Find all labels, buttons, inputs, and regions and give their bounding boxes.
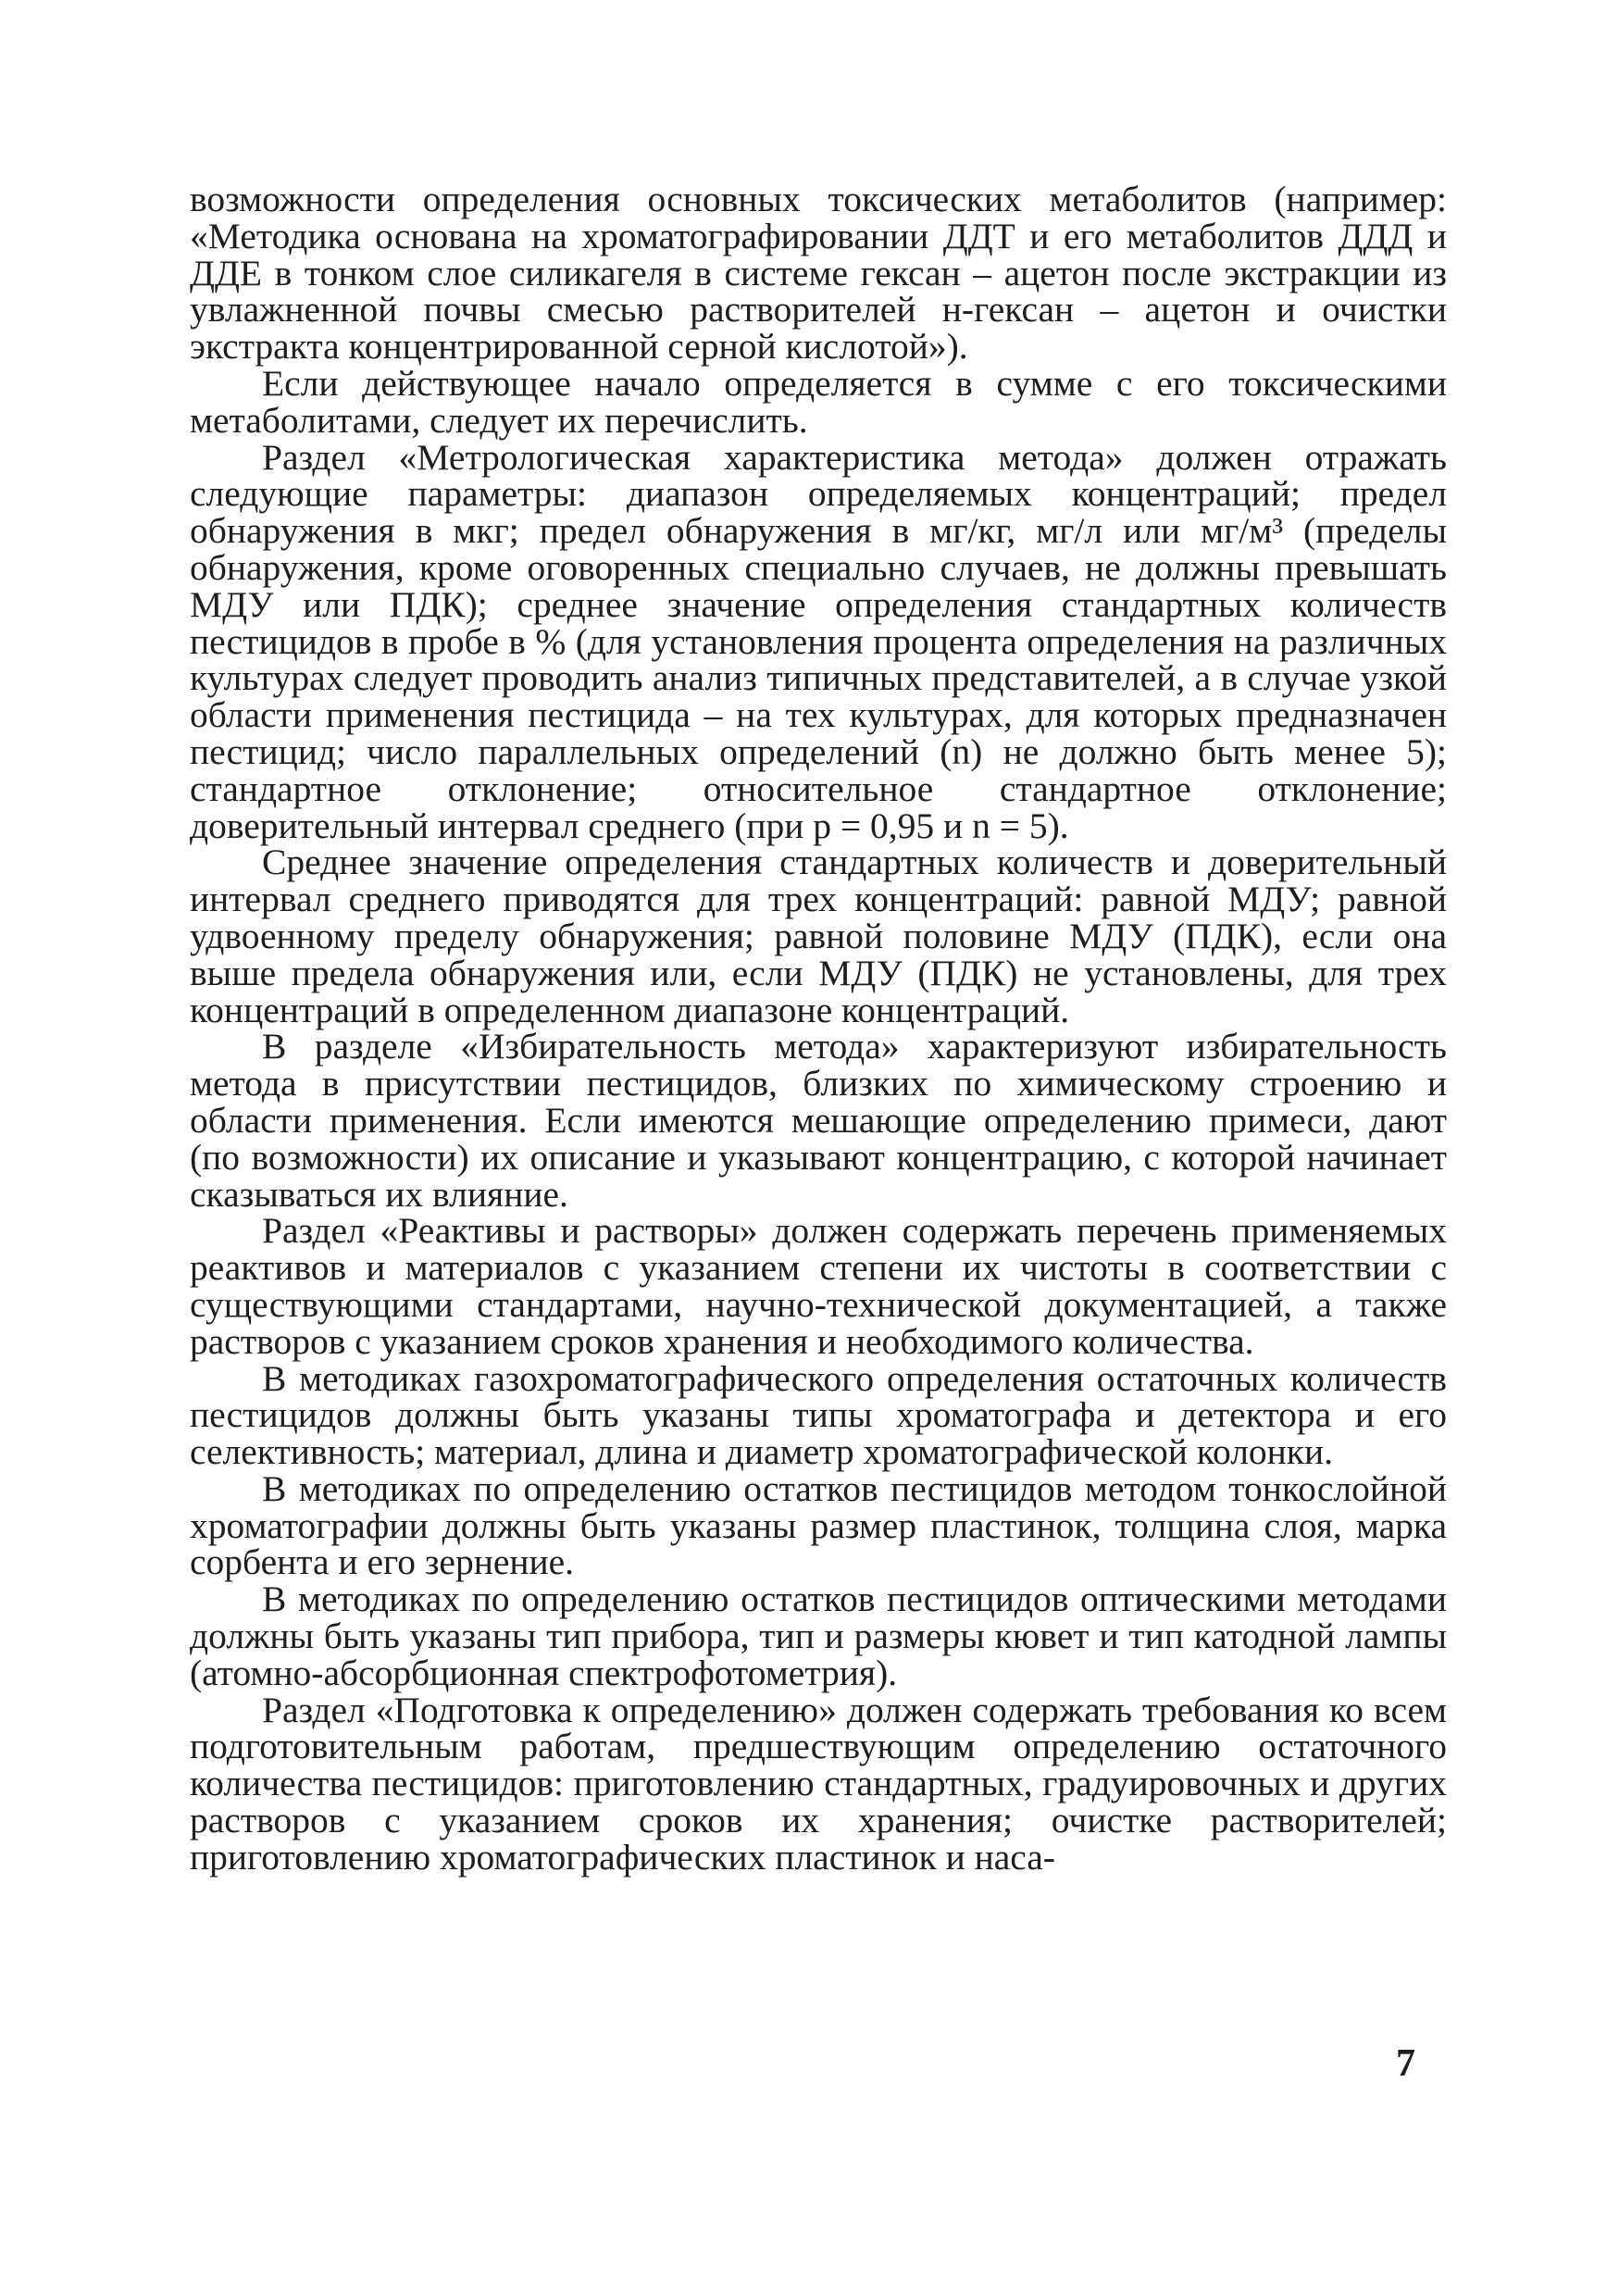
paragraph-2: Если действующее начало определяется в сумме с его токсическими метаболитами, следует их перечислить. xyxy=(190,362,1447,441)
page-body xyxy=(190,181,1447,1877)
paragraph-10: Раздел «Подготовка к определению» должен содержать требования ко всем подготовительным работам, предшествующим определению остаточного количества пестицидов: приготовлению стандартных, градуировочных и других растворов с указанием сроков их хранения; очистке растворителей; приготовлению хроматографических пластинок и наса- xyxy=(190,1689,1447,1878)
paragraph-9: В методиках по определению остатков пестицидов оптическими методами должны быть указаны тип прибора, тип и размеры кювет и тип катодной лампы (атомно-абсорбционная спектрофотометрия). xyxy=(190,1578,1447,1693)
paragraph-4: Среднее значение определения стандартных количеств и доверительный интервал среднего приводятся для трех концентраций: равной МДУ; равной удвоенному пределу обнаружения; равной половине МДУ (ПДК), если она выше предела обнаружения или, если МДУ (ПДК) не установлены, для трех концентраций в определенном диапазоне концентраций. xyxy=(190,842,1447,1030)
paragraph-3: Раздел «Метрологическая характеристика метода» должен отражать следующие параметры: диапазон определяемых концентраций; предел обнаружения в мкг; предел обнаружения в мг/кг, мг/л или мг/м³ (пределы обнаружения, кроме оговоренных специально случаев, не должны превышать МДУ или ПДК); среднее значение определения стандартных количеств пестицидов в пробе в % (для установления процента определения на различных культурах следует проводить анализ типичных представителей, а в случае узкой области применения пестицида – на тех культурах, для которых предназначен пестицид; число параллельных определений (n) не должно быть менее 5); стандартное отклонение; относительное стандартное отклонение; доверительный интервал среднего (при p = 0,95 и n = 5). xyxy=(190,436,1447,846)
paragraph-1: возможности определения основных токсических метаболитов (например: «Методика основана на хроматографировании ДДТ и его метаболитов ДДД и ДДЕ в тонком слое силикагеля в системе гексан – ацетон после экстракции из увлажненной почвы смесью растворителей н-гексан – ацетон и очистки экстракта концентрированной серной кислотой»). xyxy=(190,179,1447,368)
paragraph-5: В разделе «Избирательность метода» характеризуют избирательность метода в присутствии пестицидов, близких по химическому строению и области применения. Если имеются мешающие определению примеси, дают (по возможности) их описание и указывают концентрацию, с которой начинает сказываться их влияние. xyxy=(190,1026,1447,1215)
paragraph-7: В методиках газохроматографического определения остаточных количеств пестицидов должны быть указаны типы хроматографа и детектора и его селективность; материал, длина и диаметр хроматографической колонки. xyxy=(190,1357,1447,1473)
paragraph-8: В методиках по определению остатков пестицидов методом тонкослойной хроматографии должны быть указаны размер пластинок, толщина слоя, марка сорбента и его зернение. xyxy=(190,1467,1447,1583)
paragraph-6: Раздел «Реактивы и растворы» должен содержать перечень применяемых реактивов и материалов с указанием степени их чистоты в соответствии с существующими стандартами, научно-технической документацией, а также растворов с указанием сроков хранения и необходимого количества. xyxy=(190,1210,1447,1362)
page-number: 7 xyxy=(1396,2042,1415,2085)
